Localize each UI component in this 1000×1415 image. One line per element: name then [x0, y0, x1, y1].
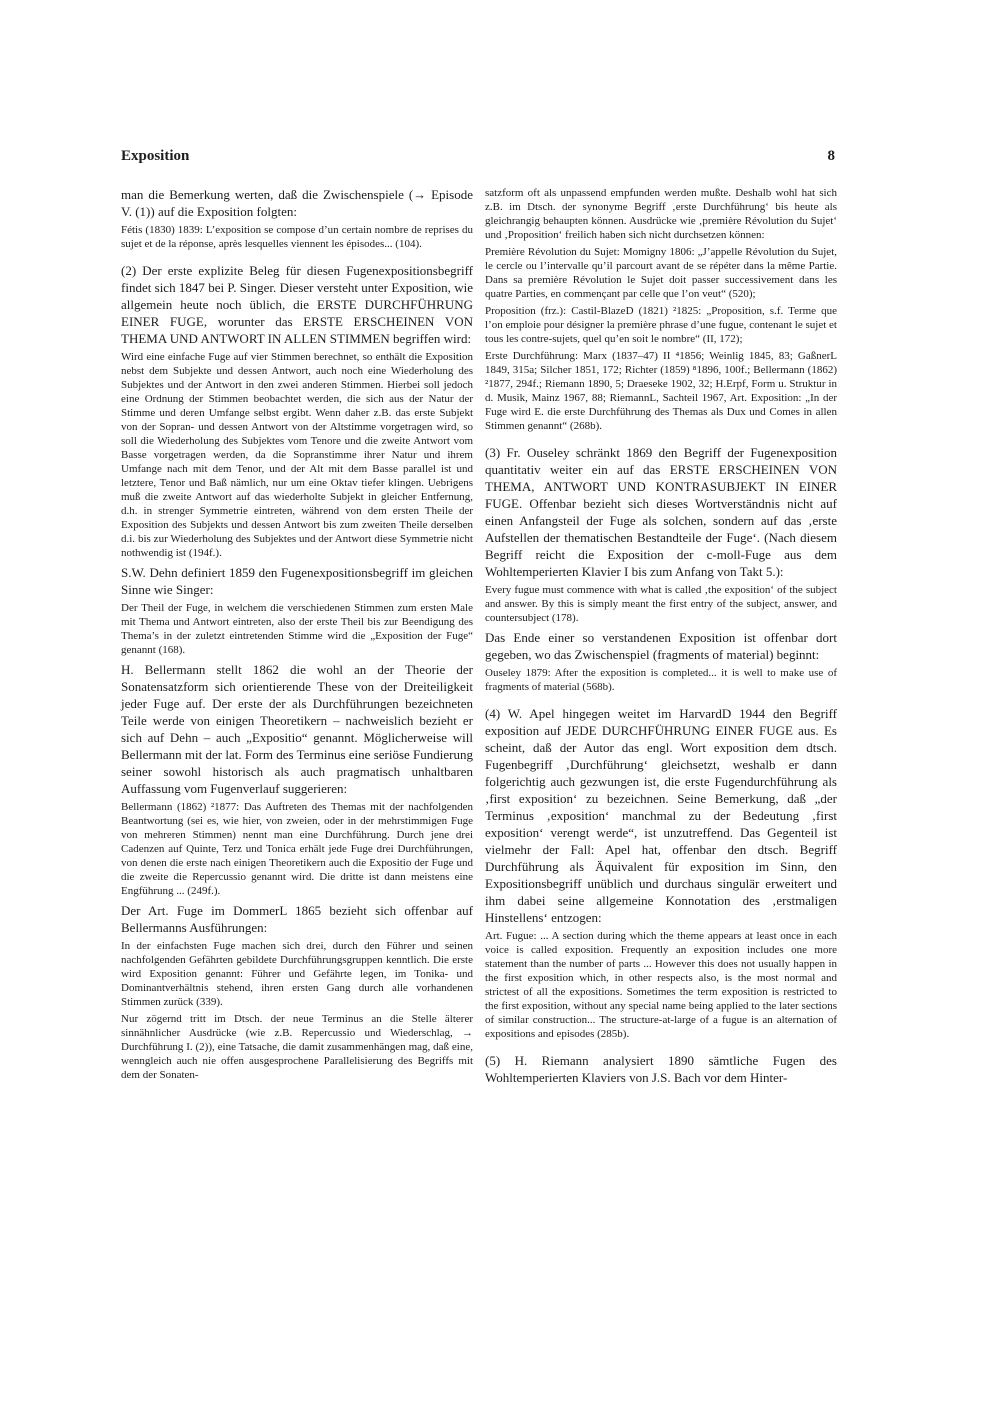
- paragraph-terminus: Nur zögernd tritt im Dtsch. der neue Terminus an die Stelle älterer sinnähnlicher Ausdrücke (wie z.B. Repercussio und Wiederschlag, → Durchführung I. (2)), eine Tatsache, die damit zusammenhängen mag, daß eine, wenngleich auch nie offen ausgesprochene Parallelisierung des Begriffs mit dem der Sonaten-: [121, 1013, 473, 1081]
- paragraph-bellermann: H. Bellermann stellt 1862 die wohl an der Theorie der Sonatensatzform sich orientierende These von der Dreiteiligkeit jeder Fuge auf. Der erste der als Durchführungen bezeichneten Teile werde von einigen Theoretikern – nachweislich bezieht er sich auf Dehn – auch „Expositio“ genannt. Möglicherweise will Bellermann mit der lat. Form des Terminus eine seriöse Fundierung seiner sowohl historisch als auch pragmatisch unhaltbaren Auffassung vom Fugenverlauf suggerieren:: [121, 662, 473, 796]
- section-gap: [121, 251, 473, 262]
- paragraph: man die Bemerkung werten, daß die Zwischenspiele (→ Episode V. (1)) auf die Exposition folgten:: [121, 187, 473, 219]
- section-2-paragraph: (2) Der erste explizite Beleg für diesen Fugenexpositionsbegriff findet sich 1847 bei P. Singer. Dieser versteht unter Exposition, wie allgemein heute noch üblich, die ERSTE DURCHFÜHRUNG EINER FUGE, worunter das ERSTE ERSCHEINEN VON THEMA UND ANTWORT IN ALLEN STIMMEN begriffen wird:: [121, 263, 473, 346]
- left-column: [121, 186, 473, 1082]
- quotation-dommer: In der einfachsten Fuge machen sich drei, durch den Führer und seinen nachfolgenden Gefährten gebildete Durchführungsgruppen kenntlich. Die erste wird Exposition genannt: Führer und Gefährte legen, im Tonika- und Dominantverhältnis stehend, ihren ersten Gang durch alle vorhandenen Stimmen zurück (339).: [121, 940, 473, 1008]
- quotation-momigny: Première Révolution du Sujet: Momigny 1806: „J’appelle Révolution du Sujet, le cercle ou l’intervalle qu’il parcourt avant de se répéter dans la même Partie. Dans sa première Révolution le Sujet doit passer successivement dans les quatre Parties, en commençant par celle que l’on veut“ (520);: [485, 246, 837, 300]
- quotation-ouseley-1869: Every fugue must commence with what is called ‚the exposition‘ of the subject and answer. By this is simply meant the first entry of the subject, answer, and countersubject (178).: [485, 584, 837, 624]
- section-4-paragraph: (4) W. Apel hingegen weitet im HarvardD 1944 den Begriff exposition auf JEDE DURCHFÜHRUNG EINER FUGE aus. Es scheint, daß der Autor das engl. Wort exposition dem dtsch. Fugenbegriff ‚Durchführung‘ gleichsetzt, weshalb er dann folgerichtig auch gezwungen ist, die erste Fugendurchführung als ‚first exposition‘ zu bezeichnen. Seine Bemerkung, daß „der Terminus ‚exposition‘ manchmal zu der Bedeutung ‚first exposition‘ verengt werde“, ist unzutreffend. Das Gegenteil ist vielmehr der Fall: Apel hat, offenbar den dtsch. Begriff Durchführung als Äquivalent für exposition im Sinn, den Expositionsbegriff unüblich und durchaus singulär erweitert und ihm dabei seine allgemeine Konnotation des ‚erstmaligen Hinstellens‘ entzogen:: [485, 706, 837, 925]
- section-3-paragraph: (3) Fr. Ouseley schränkt 1869 den Begriff der Fugenexposition quantitativ weiter ein auf das ERSTE ERSCHEINEN VON THEMA, ANTWORT UND KONTRASUBJEKT IN EINER FUGE. Offenbar bezieht sich dieses Wortverständnis nicht auf einen Anfangsteil der Fuge als solchen, sondern auf das ‚erste Aufstellen der thematischen Bestandteile der Fuge‘. (Nach diesem Begriff reicht die Exposition der c-moll-Fuge aus dem Wohltemperierten Klavier I bis zum Anfang von Takt 5.):: [485, 445, 837, 579]
- section-gap: [485, 433, 837, 444]
- paragraph-exposition-end: Das Ende einer so verstandenen Exposition ist offenbar dort gegeben, wo das Zwischenspiel (fragments of material) beginnt:: [485, 630, 837, 662]
- quotation-dehn: Der Theil der Fuge, in welchem die verschiedenen Stimmen zum ersten Male mit Thema und Antwort eintreten, also der erste Theil bis zur Beendigung des Thema’s in der zuletzt eintretenden Stimme wird die „Exposition der Fuge“ genannt (168).: [121, 602, 473, 656]
- quotation-castil-blaze: Proposition (frz.): Castil-BlazeD (1821) ²1825: „Proposition, s.f. Terme que l’on emploie pour désigner la première phrase d’une fugue, contenant le sujet et tous les contre-sujets, quel qu’en soit le nombre“ (II, 172);: [485, 305, 837, 345]
- quotation-singer: Wird eine einfache Fuge auf vier Stimmen berechnet, so enthält die Exposition nebst dem Subjekte und dessen Antwort, auch noch eine Wiederholung des Subjektes und der Antwort in den zwei anderen Stimmen. Hierbei soll jedoch eine Ordnung der Stimmen beobachtet werden, die sich aus der Natur der Stimme und deren Umfange selbst ergibt. Wenn daher z.B. das erste Subjekt von der Sopran- und dessen Antwort von der Altstimme vorgetragen wird, so soll die Wiederholung des Subjektes vom Tenore und die zweite Antwort vom Basse vorgetragen werden, da die Sopranstimme ihrer Natur und ihrem Umfange nach mit dem Tenor, und der Alt mit dem Basse parallel ist und letztere, Tenor und Baß nämlich, nur um eine Oktav tiefer klingen. Uebrigens muß die zweite Antwort auf das wiederholte Subjekt in gleicher Entfernung, d.h. in strenger Symmetrie eintreten, während von dem ersten Theile der Exposition des Subjekts und dessen Antwort bis zum zweiten Theile derselben d.i. bis zur Wiederholung des Subjektes und der Antwort diese Symmetrie nicht nothwendig ist (194f.).: [121, 351, 473, 559]
- quotation-ouseley-1879: Ouseley 1879: After the exposition is completed... it is well to make use of fragments of material (568b).: [485, 667, 837, 693]
- quotation: Fétis (1830) 1839: L’exposition se compose d’un certain nombre de reprises du sujet et de la réponse, après lesquelles viennent les épisodes... (104).: [121, 224, 473, 250]
- page-header: [121, 148, 835, 172]
- quotation-apel: Art. Fugue: ... A section during which the theme appears at least once in each voice is called exposition. Frequently an exposition includes one more statement than the number of parts ... However this does not usually happen in the first exposition which, in other respects also, is the most normal and strictest of all the expositions. Sometimes the term exposition is restricted to the first exposition, without any special name being applied to the later sections of similar construction... The structure-at-large of a fugue is an alternation of expositions and episodes (285b).: [485, 930, 837, 1040]
- paragraph-dommer: Der Art. Fuge im DommerL 1865 bezieht sich offenbar auf Bellermanns Ausführungen:: [121, 903, 473, 935]
- paragraph-dehn: S.W. Dehn definiert 1859 den Fugenexpositionsbegriff im gleichen Sinne wie Singer:: [121, 565, 473, 597]
- paragraph-continuation: satzform oft als unpassend empfunden werden mußte. Deshalb wohl hat sich z.B. im Dtsch. der synonyme Begriff ‚erste Durchführung‘ bis heute als gleichrangig behaupten können. Ausdrücke wie ‚première Révolution du Sujet‘ und ‚Proposition‘ freilich haben sich nicht durchsetzen können:: [485, 187, 837, 241]
- quotation-bellermann: Bellermann (1862) ²1877: Das Auftreten des Themas mit der nachfolgenden Beantwortung (sei es, wie hier, von zweien, oder in der mehrstimmigen Fuge von mehreren Stimmen) nennt man eine Durchführung. Durch jene drei Cadenzen auf Quinte, Terz und Tonica erhält jede Fuge drei Durchführungen, von denen die erste nach einigen Theoretikern auch die Expositio der Fuge und die zweite die Repercussio genannt wird. Die dritte ist dann meistens eine Engführung ... (249f.).: [121, 801, 473, 897]
- page-number: 8: [827, 148, 835, 164]
- section-gap: [485, 694, 837, 705]
- running-head-title: Exposition: [121, 148, 190, 164]
- right-column: [485, 186, 837, 1086]
- section-gap: [485, 1041, 837, 1052]
- section-5-paragraph: (5) H. Riemann analysiert 1890 sämtliche Fugen des Wohltemperierten Klaviers von J.S. Bach vor dem Hinter-: [485, 1053, 837, 1085]
- citation-list: Erste Durchführung: Marx (1837–47) II ⁴1856; Weinlig 1845, 83; GaßnerL 1849, 315a; Silcher 1851, 172; Richter (1859) ⁸1896, 100f.; Bellermann (1862) ²1877, 294f.; Riemann 1890, 5; Draeseke 1902, 32; H.Erpf, Form u. Struktur in d. Musik, Mainz 1967, 88; RiemannL, Sachteil 1967, Art. Exposition: „In der Fuge wird E. die erste Durchführung des Themas als Dux und Comes in allen Stimmen genannt“ (268b).: [485, 350, 837, 432]
